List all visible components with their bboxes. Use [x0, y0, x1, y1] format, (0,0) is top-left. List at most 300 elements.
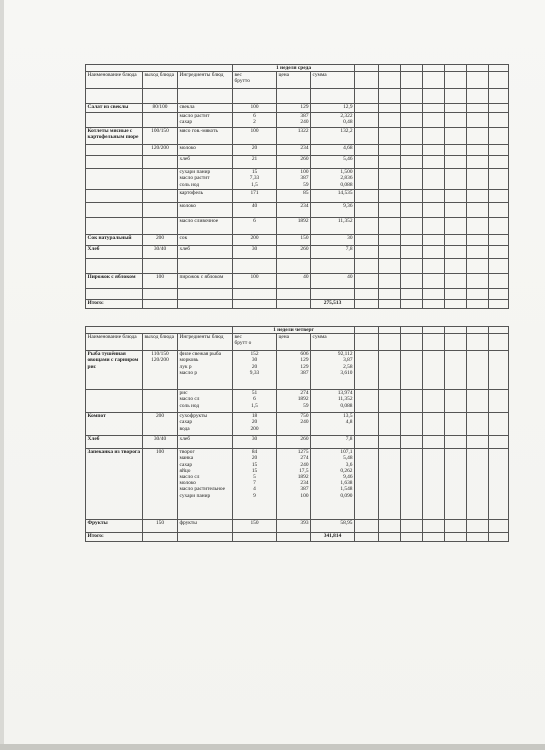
- blank-cell: [355, 533, 379, 542]
- blank-cell: [489, 436, 509, 449]
- price-list: [277, 203, 311, 218]
- price-value: 240: [300, 119, 309, 126]
- blank-cell: [489, 65, 509, 72]
- sum-value: 0,262: [340, 467, 353, 474]
- dish-name: [86, 190, 143, 203]
- menu-table-thursday: [85, 326, 509, 542]
- ingredient: молоко: [179, 203, 196, 210]
- blank-cell: [401, 289, 423, 300]
- blank-cell: [445, 274, 467, 289]
- cell-line: Ингредиенты блюд: [179, 334, 224, 341]
- blank-cell: [467, 246, 489, 259]
- sum-value: 1,548: [340, 486, 353, 493]
- blank-cell: [467, 436, 489, 449]
- sum-value: 4,68: [343, 145, 353, 152]
- cell-line: сумма: [312, 72, 327, 79]
- sum-list: [311, 246, 355, 259]
- blank-cell: [445, 65, 467, 72]
- price-list: [277, 390, 311, 413]
- blank-cell: [401, 218, 423, 235]
- blank-cell: [355, 390, 379, 413]
- blank-cell: [379, 169, 401, 190]
- header-row: [86, 72, 509, 89]
- cell-line: 80/100: [152, 104, 168, 111]
- blank-cell: [489, 246, 509, 259]
- table-row: [86, 274, 509, 289]
- blank-cell: [401, 334, 423, 351]
- sum-value: 0,088: [340, 402, 353, 409]
- price-list: [277, 274, 311, 289]
- sum-value: 13,5: [343, 413, 353, 420]
- dish-output: [143, 449, 178, 520]
- total-label: [86, 533, 143, 542]
- blank-cell: [489, 413, 509, 436]
- ingredient: яйцо: [179, 467, 191, 474]
- blank-cell: [401, 436, 423, 449]
- sum-value: 58,95: [340, 520, 353, 527]
- blank-cell: [423, 300, 445, 309]
- cell-line: 110/150 120/200: [151, 351, 169, 364]
- weight-value: 6: [253, 218, 256, 225]
- header-sum: [311, 334, 355, 351]
- weight-list: [233, 520, 277, 533]
- blank-cell: [379, 327, 401, 334]
- blank-cell: [423, 351, 445, 390]
- price-value: 234: [300, 203, 309, 210]
- price-value: 274: [300, 455, 309, 462]
- table-row: [86, 218, 509, 235]
- price-list: [277, 520, 311, 533]
- blank-cell: [489, 274, 509, 289]
- blank-cell: [401, 327, 423, 334]
- ingredient-list: [178, 113, 233, 128]
- sum-value: 132,2: [340, 128, 353, 135]
- table-row: [86, 259, 509, 274]
- blank-cell: [379, 128, 401, 145]
- sum-list: [311, 300, 355, 309]
- weight-value: 20: [251, 145, 258, 152]
- blank-cell: [489, 190, 509, 203]
- weight-list: [233, 169, 277, 190]
- cell-line: Котлеты мясные с картофельным пюре: [87, 128, 139, 141]
- weight-value: 9: [253, 492, 256, 499]
- blank-cell: [489, 72, 509, 89]
- cell-line: 150: [155, 520, 165, 527]
- sum-value: 40: [347, 274, 353, 281]
- blank-cell: [401, 203, 423, 218]
- blank-cell: [467, 300, 489, 309]
- sum-list: [311, 145, 355, 156]
- header-price: [277, 334, 311, 351]
- dish-output: [143, 436, 178, 449]
- blank-cell: [489, 351, 509, 390]
- blank-cell: [445, 190, 467, 203]
- price-list: [277, 190, 311, 203]
- ingredient: молоко: [179, 145, 196, 152]
- blank-cell: [467, 89, 489, 104]
- price-list: [277, 351, 311, 390]
- cell-line: Наименование блюда: [87, 72, 137, 79]
- weight-value: 100: [250, 104, 259, 111]
- price-list: [277, 113, 311, 128]
- price-value: 1892: [297, 396, 309, 403]
- cell-line: вес: [234, 72, 242, 79]
- blank-cell: [423, 449, 445, 520]
- ingredient-list: [178, 156, 233, 169]
- ingredient-list: [178, 449, 233, 520]
- dish-output: [143, 520, 178, 533]
- price-value: 129: [300, 363, 309, 370]
- cell-line: 30/40: [153, 436, 167, 443]
- price-value: 1275: [297, 449, 309, 456]
- ingredient-list: [178, 235, 233, 246]
- dish-name: [86, 156, 143, 169]
- blank-cell: [401, 72, 423, 89]
- sum-value: 0,48: [343, 119, 353, 126]
- price-list: [277, 145, 311, 156]
- weight-value: 20: [251, 455, 258, 462]
- sum-value: 107,1: [340, 449, 353, 456]
- ingredient: творог: [179, 449, 195, 456]
- dish-name: [86, 128, 143, 145]
- weight-value: 15: [251, 461, 258, 468]
- cell-line: цена: [278, 334, 290, 341]
- blank-cell: [355, 289, 379, 300]
- price-value: 1892: [297, 218, 309, 225]
- dish-output: [143, 533, 178, 542]
- blank-cell: [445, 533, 467, 542]
- blank-cell: [445, 327, 467, 334]
- cell-line: выход блюда: [144, 334, 174, 341]
- blank-cell: [379, 72, 401, 89]
- cell-line: Итого:: [87, 533, 104, 540]
- table-row: [86, 413, 509, 436]
- title-row: [86, 327, 509, 334]
- table-row: [86, 190, 509, 203]
- weight-list: [233, 351, 277, 390]
- blank-cell: [423, 289, 445, 300]
- sum-value: 5,46: [343, 156, 353, 163]
- blank-cell: [379, 413, 401, 436]
- cell-line: Компот: [87, 413, 106, 420]
- weight-list: [233, 145, 277, 156]
- blank-cell: [423, 104, 445, 113]
- dish-name: [86, 449, 143, 520]
- header-row: [86, 334, 509, 351]
- blank-cell: [445, 390, 467, 413]
- blank-cell: [423, 128, 445, 145]
- price-list: [277, 235, 311, 246]
- blank-cell: [423, 72, 445, 89]
- price-value: 59: [303, 402, 309, 409]
- sum-value: 3,610: [340, 369, 353, 376]
- ingredient-list: [178, 246, 233, 259]
- weight-value: 6: [253, 396, 256, 403]
- ingredient: мясо гов.-мякоть: [179, 128, 218, 135]
- price-list: [277, 533, 311, 542]
- price-value: 59: [303, 181, 309, 188]
- price-list: [277, 259, 311, 274]
- blank-cell: [423, 203, 445, 218]
- price-value: 40: [303, 274, 309, 281]
- blank-cell: [379, 351, 401, 390]
- ingredient-list: [178, 104, 233, 113]
- price-value: 100: [300, 492, 309, 499]
- header-weight: [233, 334, 277, 351]
- weight-list: [233, 259, 277, 274]
- weight-value: 5: [253, 474, 256, 481]
- weight-value: 2: [253, 119, 256, 126]
- blank-cell: [467, 169, 489, 190]
- blank-cell: [445, 259, 467, 274]
- header-ingredients: [178, 334, 233, 351]
- day-title: [233, 327, 355, 334]
- ingredient: масло растительное: [179, 486, 226, 493]
- ingredient-list: [178, 145, 233, 156]
- blank-cell: [401, 413, 423, 436]
- dish-output: [143, 259, 178, 274]
- weight-value: 100: [250, 128, 259, 135]
- cell-line: Наименование блюда: [87, 334, 137, 341]
- title-row: [86, 65, 509, 72]
- table-row: [86, 113, 509, 128]
- header-sum: [311, 72, 355, 89]
- weight-list: [233, 413, 277, 436]
- blank-cell: [445, 169, 467, 190]
- sum-list: [311, 351, 355, 390]
- cell-line: брутто: [234, 78, 250, 85]
- ingredient-list: [178, 300, 233, 309]
- blank-cell: [423, 145, 445, 156]
- weight-value: 150: [250, 520, 259, 527]
- blank-cell: [423, 113, 445, 128]
- table-row: [86, 128, 509, 145]
- cell-line: 100/150: [151, 128, 169, 135]
- sum-value: 9,36: [343, 203, 353, 210]
- price-value: 387: [300, 113, 309, 120]
- blank-cell: [467, 449, 489, 520]
- ingredient: манка: [179, 455, 194, 462]
- ingredient: сахар: [179, 119, 193, 126]
- sum-value: 3,87: [343, 357, 353, 364]
- weight-list: [233, 218, 277, 235]
- dish-output: [143, 156, 178, 169]
- blank-cell: [489, 218, 509, 235]
- sum-value: 1,638: [340, 480, 353, 487]
- blank-cell: [467, 413, 489, 436]
- blank-cell: [423, 533, 445, 542]
- sum-value: 0,090: [340, 492, 353, 499]
- blank-cell: [423, 218, 445, 235]
- weight-value: 7: [253, 480, 256, 487]
- blank-cell: [379, 289, 401, 300]
- dish-name: [86, 145, 143, 156]
- blank-cell: [467, 334, 489, 351]
- blank-cell: [489, 449, 509, 520]
- weight-value: 30: [251, 436, 258, 443]
- blank-cell: [355, 235, 379, 246]
- blank-cell: [355, 520, 379, 533]
- price-value: 387: [300, 486, 309, 493]
- blank-cell: [401, 274, 423, 289]
- sum-value: 30: [347, 235, 353, 242]
- blank-cell: [489, 169, 509, 190]
- dish-name: [86, 246, 143, 259]
- dish-output: [143, 145, 178, 156]
- sum-list: [311, 436, 355, 449]
- price-value: 1322: [297, 128, 309, 135]
- price-list: [277, 246, 311, 259]
- weight-value: 15: [251, 467, 258, 474]
- dish-name: [86, 104, 143, 113]
- ingredient: сухари панир: [179, 169, 211, 176]
- price-list: [277, 289, 311, 300]
- blank-cell: [489, 128, 509, 145]
- blank-cell: [445, 203, 467, 218]
- ingredient-list: [178, 128, 233, 145]
- price-value: 85: [303, 190, 309, 197]
- blank-cell: [379, 259, 401, 274]
- blank-cell: [467, 274, 489, 289]
- ingredient: масло растит: [179, 113, 210, 120]
- blank-cell: [423, 89, 445, 104]
- blank-cell: [423, 190, 445, 203]
- ingredient: лук р: [179, 363, 192, 370]
- weight-value: 30: [251, 357, 258, 364]
- cell-line: 100: [155, 274, 165, 281]
- blank-cell: [467, 259, 489, 274]
- blank-cell: [445, 246, 467, 259]
- dish-name: [86, 413, 143, 436]
- ingredient: морковь: [179, 357, 199, 364]
- ingredient-list: [178, 436, 233, 449]
- blank-cell: [445, 235, 467, 246]
- total-label: [86, 300, 143, 309]
- header-price: [277, 72, 311, 89]
- blank-cell: [86, 327, 233, 334]
- blank-cell: [401, 533, 423, 542]
- dish-output: [143, 413, 178, 436]
- sum-value: 0,088: [340, 181, 353, 188]
- ingredient: картофель: [179, 190, 204, 197]
- blank-cell: [445, 520, 467, 533]
- sum-value: 341,814: [323, 533, 342, 540]
- blank-cell: [379, 145, 401, 156]
- blank-cell: [467, 351, 489, 390]
- blank-cell: [355, 300, 379, 309]
- cell-line: брутт о: [234, 340, 252, 347]
- blank-cell: [423, 436, 445, 449]
- price-value: 1892: [297, 474, 309, 481]
- price-list: [277, 128, 311, 145]
- ingredient: сухари панир: [179, 492, 211, 499]
- table-row: [86, 145, 509, 156]
- weight-value: 84: [251, 449, 258, 456]
- sum-value: 3,6: [345, 461, 353, 468]
- cell-line: 100: [155, 449, 165, 456]
- blank-cell: [401, 190, 423, 203]
- blank-cell: [489, 235, 509, 246]
- sum-value: 275,513: [323, 300, 342, 307]
- blank-cell: [467, 156, 489, 169]
- cell-line: Сок натуральный: [87, 235, 132, 242]
- weight-value: 7,33: [249, 175, 260, 182]
- dish-name: [86, 235, 143, 246]
- dish-name: [86, 218, 143, 235]
- weight-value: 1,5: [251, 402, 258, 409]
- blank-cell: [355, 65, 379, 72]
- dish-output: [143, 218, 178, 235]
- blank-cell: [445, 145, 467, 156]
- sum-value: 2,322: [340, 113, 353, 120]
- blank-cell: [489, 203, 509, 218]
- blank-cell: [355, 89, 379, 104]
- sum-list: [311, 520, 355, 533]
- blank-cell: [445, 156, 467, 169]
- sum-value: 12,9: [343, 104, 353, 111]
- dish-output: [143, 289, 178, 300]
- blank-cell: [379, 520, 401, 533]
- blank-cell: [355, 334, 379, 351]
- total-row: [86, 533, 509, 542]
- price-value: 234: [300, 480, 309, 487]
- price-list: [277, 218, 311, 235]
- scan-edge: [0, 0, 4, 750]
- blank-cell: [401, 65, 423, 72]
- sum-value: 7,8: [345, 246, 353, 253]
- ingredient-list: [178, 190, 233, 203]
- cell-line: Хлеб: [87, 436, 100, 443]
- blank-cell: [379, 104, 401, 113]
- cell-line: Фрукты: [87, 520, 108, 527]
- sum-value: 9,46: [343, 474, 353, 481]
- weight-value: 15: [251, 169, 258, 176]
- weight-list: [233, 128, 277, 145]
- sum-list: [311, 218, 355, 235]
- day-title: [233, 65, 355, 72]
- blank-cell: [401, 520, 423, 533]
- sum-list: [311, 128, 355, 145]
- weight-value: 4: [253, 486, 256, 493]
- blank-cell: [401, 300, 423, 309]
- blank-cell: [467, 65, 489, 72]
- weight-list: [233, 156, 277, 169]
- blank-cell: [423, 169, 445, 190]
- blank-cell: [489, 390, 509, 413]
- blank-cell: [355, 449, 379, 520]
- ingredient: масло сл: [179, 396, 200, 403]
- dish-name: [86, 203, 143, 218]
- header-name: [86, 72, 143, 89]
- cell-line: сумма: [312, 334, 327, 341]
- sum-list: [311, 390, 355, 413]
- weight-list: [233, 246, 277, 259]
- blank-cell: [423, 413, 445, 436]
- blank-cell: [423, 327, 445, 334]
- blank-cell: [355, 190, 379, 203]
- sum-value: 13,974: [337, 390, 353, 397]
- ingredient: вода: [179, 425, 190, 432]
- blank-cell: [445, 300, 467, 309]
- blank-cell: [467, 235, 489, 246]
- blank-cell: [445, 449, 467, 520]
- sum-list: [311, 203, 355, 218]
- blank-cell: [489, 156, 509, 169]
- blank-cell: [445, 413, 467, 436]
- blank-cell: [423, 235, 445, 246]
- weight-list: [233, 300, 277, 309]
- dish-output: [143, 104, 178, 113]
